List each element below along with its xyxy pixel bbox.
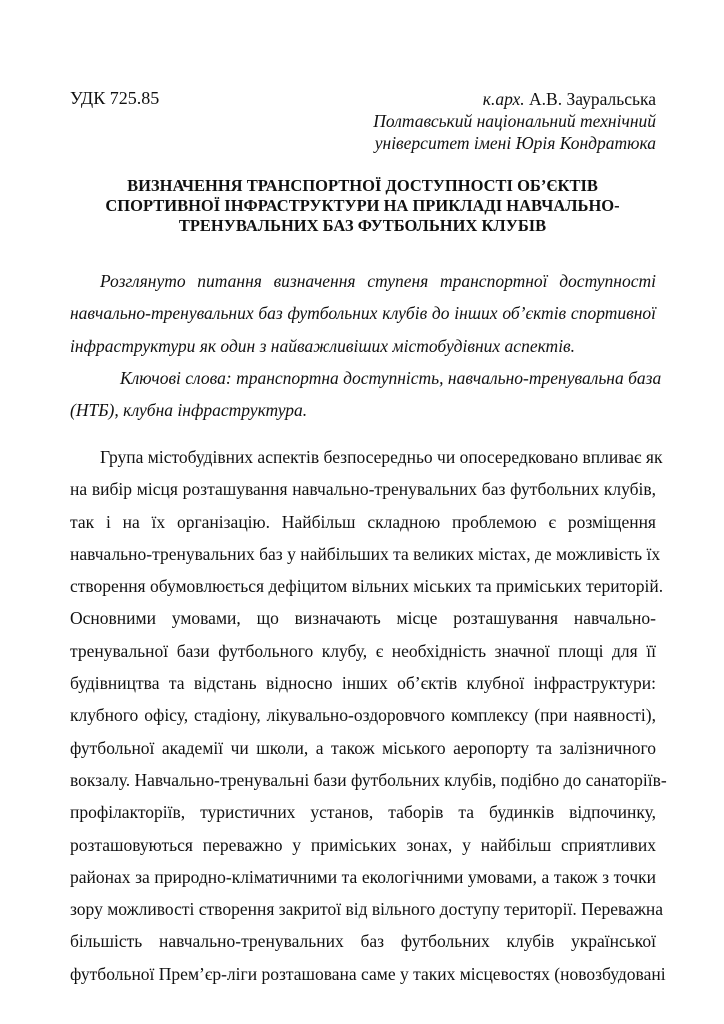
keywords-line: (НТБ), клубна інфраструктура.	[70, 400, 308, 421]
body-line: тренувальної бази футбольного клубу, є необхідність значної площі для її	[70, 640, 656, 661]
abstract	[70, 265, 662, 426]
title-line: ТРЕНУВАЛЬНИХ БАЗ ФУТБОЛЬНИХ КЛУБІВ	[178, 216, 547, 235]
abstract-line: інфраструктури як один з найважливіших містобудівних аспектів.	[70, 335, 576, 356]
body-line: районах за природно-кліматичними та екологічними умовами, а також з точки	[70, 866, 656, 887]
keywords-line: Ключові слова: транспортна доступність, навчально-тренувальна база	[120, 367, 662, 388]
abstract-line: навчально-тренувальних баз футбольних клубів до інших об’єктів спортивної	[70, 303, 656, 324]
body-line: клубного офісу, стадіону, лікувально-оздоровчого комплексу (при наявності),	[70, 705, 656, 726]
body-line: на вибір місця розташування навчально-тренувальних баз футбольних клубів,	[70, 479, 656, 500]
udk-code: УДК 725.85	[70, 88, 160, 108]
body-line: вокзалу. Навчально-тренувальні бази футбольних клубів, подібно до санаторіїв-	[70, 769, 667, 790]
body-line: Основними умовами, що визначають місце розташування навчально-	[70, 608, 656, 629]
body-line: більшість навчально-тренувальних баз футбольних клубів української	[70, 931, 656, 952]
body-line: профілакторіїв, туристичних установ, таборів та будинків відпочинку,	[70, 802, 656, 823]
body-line: розташовуються переважно у приміських зонах, у найбільш сприятливих	[70, 834, 656, 855]
body-line: будівництва та відстань відносно інших об’єктів клубної інфраструктури:	[70, 673, 656, 694]
article-title	[70, 176, 655, 236]
body-line: створення обумовлюється дефіцитом вільних міських та приміських територій.	[70, 576, 664, 597]
title-line: ВИЗНАЧЕННЯ ТРАНСПОРТНОЇ ДОСТУПНОСТІ ОБ’ЄКТІВ	[127, 176, 598, 195]
author-name: А.В. Зауральська	[529, 89, 656, 109]
body-line: футбольної академії чи школи, а також міського аеропорту та залізничного	[70, 737, 656, 758]
body-line: так і на їх організацію. Найбільш складною проблемою є розміщення	[70, 511, 656, 532]
author-degree: к.арх.	[482, 89, 525, 109]
body-text	[70, 441, 667, 990]
affiliation-line: Полтавський національний технічний	[373, 111, 656, 131]
body-line: зору можливості створення закритої від вільного доступу території. Переважна	[70, 899, 664, 920]
body-line: футбольної Прем’єр-ліги розташована саме у таких місцевостях (новозбудовані	[70, 963, 666, 984]
body-line: навчально-тренувальних баз у найбільших та великих містах, де можливість їх	[70, 543, 661, 564]
abstract-line: Розглянуто питання визначення ступеня транспортної доступності	[100, 271, 656, 291]
author-line	[373, 88, 656, 110]
affiliation-line: університет імені Юрія Кондратюка	[374, 133, 656, 153]
author-block	[373, 88, 656, 154]
title-line: СПОРТИВНОЇ ІНФРАСТРУКТУРИ НА ПРИКЛАДІ НАВЧАЛЬНО-	[105, 196, 620, 215]
body-line: Група містобудівних аспектів безпосередньо чи опосередковано впливає як	[100, 447, 663, 467]
